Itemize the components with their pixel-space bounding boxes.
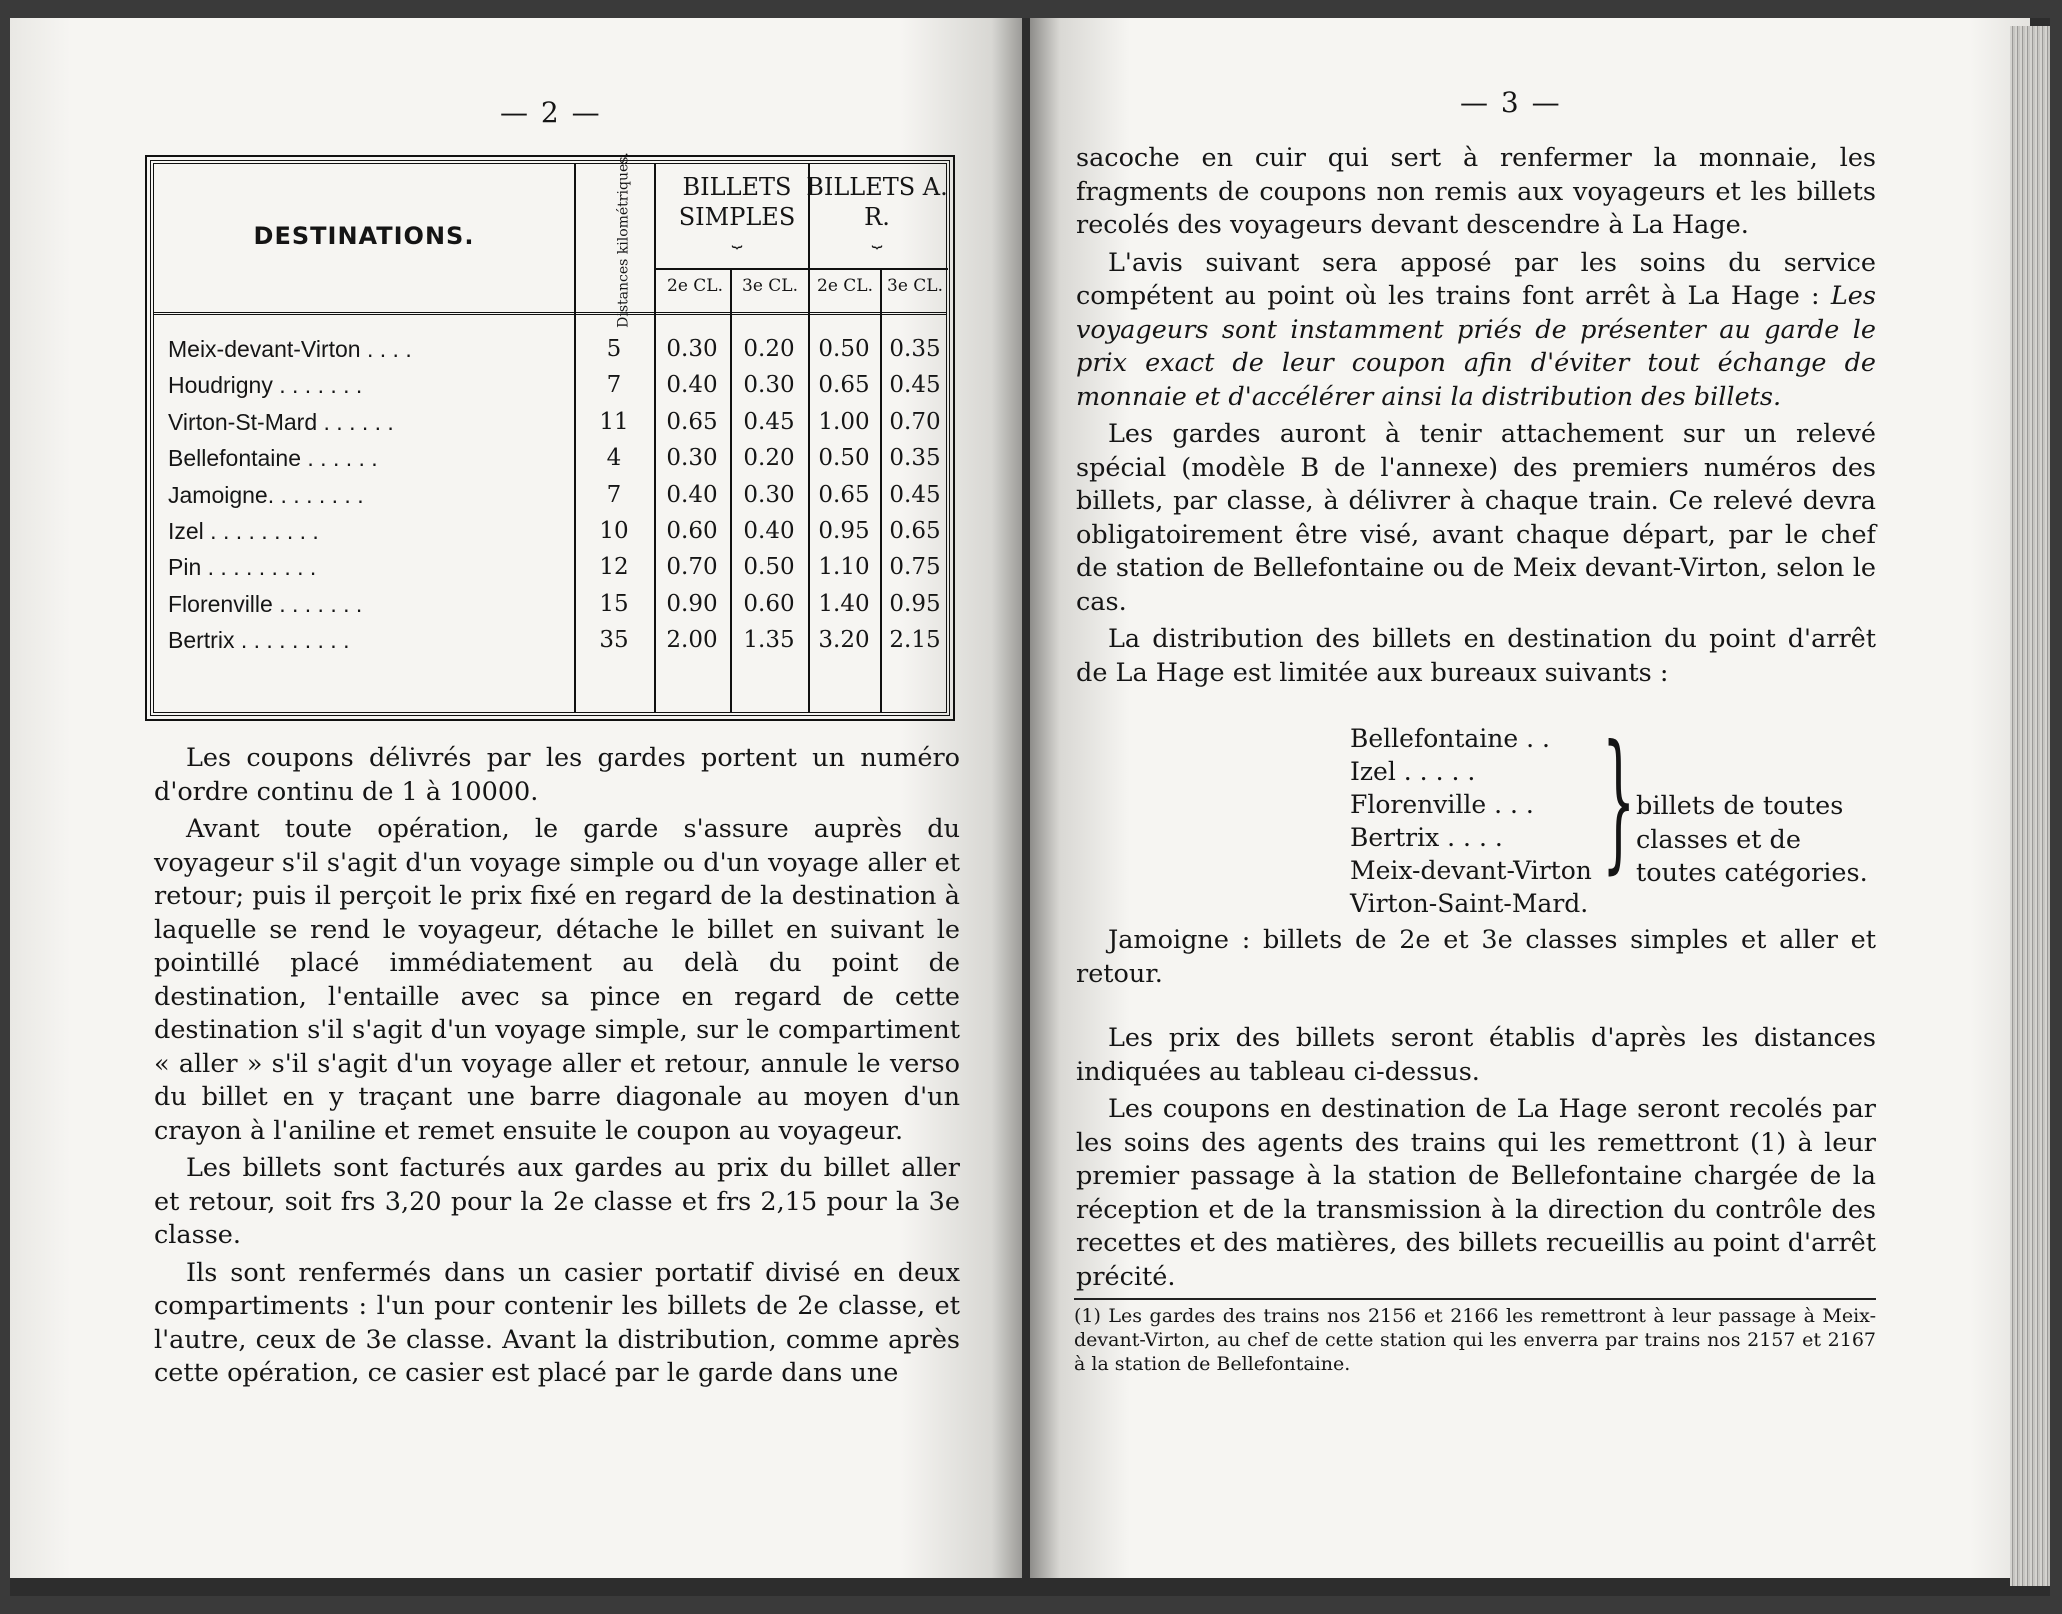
table-row	[154, 445, 946, 481]
destination-cell: Izel . . . . . . . . .	[168, 518, 319, 544]
fare-cell: 0.45	[889, 481, 941, 508]
fare-cell: 0.40	[666, 481, 718, 508]
book-spread	[10, 18, 2050, 1596]
header-simple-2cl: 2e CL.	[667, 276, 723, 296]
distance-cell: 35	[599, 627, 629, 654]
fare-cell: 0.20	[743, 336, 795, 362]
right-page	[1030, 18, 2030, 1578]
fare-cell: 0.40	[666, 372, 718, 399]
list-item: Bellefontaine . .	[1350, 724, 1550, 753]
distance-cell: 11	[599, 408, 629, 435]
paragraph: Jamoigne : billets de 2e et 3e classes simples et aller et retour.	[1076, 925, 1876, 989]
distance-cell: 12	[599, 554, 629, 581]
fare-cell: 0.60	[743, 590, 795, 617]
header-ar-2cl: 2e CL.	[817, 276, 873, 296]
footnote: (1) Les gardes des trains nos 2156 et 2166 les remettront à leur passage à Meix-devant-Virton, au chef de cette station qui les enverra par trains nos 2157 et 2167 à la station de Bellefontaine.	[1074, 1305, 1876, 1375]
fare-cell: 2.15	[889, 627, 941, 654]
table-header	[154, 152, 948, 328]
fare-cell: 0.65	[818, 481, 870, 508]
paragraph: Les gardes auront à tenir attachement sur un relevé spécial (modèle B de l'annexe) des premiers numéros des billets, par classe, à délivrer à chaque train. Ce relevé devra obligatoirement être visé, avant chaque départ, par le chef de station de Bellefontaine ou de Meix devant-Virton, selon le cas.	[1076, 419, 1876, 617]
table-row	[154, 336, 946, 372]
destination-cell: Jamoigne. . . . . . . .	[168, 481, 364, 508]
fare-cell: 0.60	[666, 518, 718, 544]
list-item: Izel . . . . .	[1350, 757, 1476, 786]
fare-cell: 0.35	[889, 445, 941, 472]
header-ar-3cl: 3e CL.	[887, 276, 943, 296]
fare-cell: 0.70	[666, 554, 718, 581]
notice-italic: Les voyageurs sont instamment priés de présenter au garde le prix exact de leur coupon afin d'éviter tout échange de monnaie et d'accélérer ainsi la distribution des billets.	[1076, 281, 1876, 412]
page-number-right: — 3 —	[1460, 86, 1562, 119]
header-subdivider	[656, 268, 948, 270]
right-body-middle	[1076, 924, 1876, 991]
right-body-top	[1076, 142, 1876, 690]
distance-cell: 10	[599, 518, 629, 544]
destination-cell: Houdrigny . . . . . . .	[168, 372, 363, 399]
distance-cell: 5	[606, 336, 622, 362]
fare-cell: 0.95	[818, 518, 870, 544]
destination-cell: Virton-St-Mard . . . . . .	[168, 408, 394, 435]
table-row	[154, 591, 946, 627]
fare-cell: 0.70	[889, 408, 941, 435]
bureaux-list	[1350, 722, 1592, 920]
fare-cell: 0.50	[743, 554, 795, 581]
bureaux-note: billets de toutes classes et de toutes catégories.	[1636, 791, 1868, 888]
list-item: Florenville . . .	[1350, 790, 1534, 819]
fare-cell: 1.40	[818, 590, 870, 617]
fare-cell: 0.30	[666, 445, 718, 472]
header-distances: Distances kilométriques.	[615, 152, 632, 328]
paragraph: sacoche en cuir qui sert à renfermer la monnaie, les fragments de coupons non remis aux voyageurs et les billets recolés des voyageurs devant descendre à La Hage.	[1076, 143, 1876, 240]
distance-cell: 15	[599, 590, 629, 617]
header-destinations: DESTINATIONS.	[253, 222, 475, 250]
page-edges	[2010, 26, 2050, 1586]
brace-icon: }	[1602, 714, 1636, 888]
header-simple-3cl: 3e CL.	[742, 276, 798, 296]
fare-cell: 3.20	[818, 627, 870, 654]
fare-cell: 0.50	[818, 445, 870, 472]
destination-cell: Bertrix . . . . . . . . .	[168, 627, 350, 654]
fare-cell: 1.00	[818, 408, 870, 435]
footnote-rule	[1074, 1298, 1876, 1300]
paragraph: La distribution des billets en destination du point d'arrêt de La Hage est limitée aux bureaux suivants :	[1076, 624, 1876, 688]
paragraph: Avant toute opération, le garde s'assure auprès du voyageur s'il s'agit d'un voyage simple ou d'un voyage aller et retour; puis il perçoit le prix fixé en regard de la destination à laquelle se rend le voyageur, détache le billet en suivant le pointillé placé immédiatement au delà du point de destination, l'entaille avec sa pince en regard de cette destination s'il s'agit d'un voyage simple, sur le compartiment « aller » s'il s'agit d'un voyage aller et retour, annule le verso du billet en y traçant une barre diagonale au moyen d'un crayon à l'aniline et remet ensuite le coupon au voyageur.	[154, 814, 960, 1146]
paragraph: Les coupons en destination de La Hage seront recolés par les soins des agents des trains qui les remettront (1) à leur premier passage à la station de Bellefontaine chargée de la réception et de la transmission à la direction du contrôle des recettes et des matières, des billets recueillis au point d'arrêt précité.	[1076, 1094, 1876, 1292]
left-page	[10, 18, 1022, 1578]
fare-cell: 0.20	[743, 445, 795, 472]
fare-cell: 0.65	[818, 372, 870, 399]
fare-cell: 0.65	[666, 408, 718, 435]
table-row	[154, 627, 946, 663]
fare-cell: 1.10	[818, 554, 870, 581]
fare-cell: 0.40	[743, 518, 795, 544]
paragraph: Les coupons délivrés par les gardes portent un numéro d'ordre continu de 1 à 10000.	[154, 743, 960, 807]
fare-cell: 0.65	[889, 518, 941, 544]
paragraph-notice: L'avis suivant sera apposé par les soins du service compétent au point où les trains font arrêt à La Hage : Les voyageurs sont instamment priés de présenter au garde le prix exact de leur coupon afin d'éviter tout échange de monnaie et d'accélérer ainsi la distribution des billets.	[1076, 247, 1876, 412]
table-row	[154, 372, 946, 408]
header-billets-simples: BILLETS SIMPLES ⏟	[678, 173, 796, 249]
fare-cell: 0.30	[743, 372, 795, 399]
fare-cell: 2.00	[666, 627, 718, 654]
fare-table	[150, 152, 950, 716]
fare-cell: 0.50	[818, 336, 870, 362]
destination-cell: Bellefontaine . . . . . .	[168, 445, 378, 472]
header-billets-ar: BILLETS A. R. ⏟	[806, 173, 948, 249]
table-row	[154, 554, 946, 590]
destination-cell: Meix-devant-Virton . . . .	[168, 336, 412, 362]
fare-cell: 0.45	[743, 408, 795, 435]
list-item: Bertrix . . . .	[1350, 823, 1503, 852]
list-item: Meix-devant-Virton	[1350, 856, 1592, 885]
table-row	[154, 482, 946, 518]
fare-cell: 0.75	[889, 554, 941, 581]
fare-cell: 0.30	[666, 336, 718, 362]
paragraph: Les prix des billets seront établis d'après les distances indiquées au tableau ci-dessus.	[1076, 1023, 1876, 1087]
distance-cell: 7	[606, 481, 622, 508]
fare-cell: 1.35	[743, 627, 795, 654]
distance-cell: 7	[606, 372, 622, 399]
destination-cell: Pin . . . . . . . . .	[168, 554, 317, 581]
left-body-text	[154, 742, 960, 1391]
right-body-bottom	[1076, 1022, 1876, 1294]
paragraph: Les billets sont facturés aux gardes au prix du billet aller et retour, soit frs 3,20 pour la 2e classe et frs 2,15 pour la 3e classe.	[154, 1153, 960, 1250]
fare-cell: 0.30	[743, 481, 795, 508]
table-row	[154, 409, 946, 445]
fare-cell: 0.35	[889, 336, 941, 362]
fare-cell: 0.95	[889, 590, 941, 617]
page-number-left: — 2 —	[500, 96, 602, 129]
list-item: Virton-Saint-Mard.	[1350, 889, 1589, 918]
paragraph: Ils sont renfermés dans un casier portatif divisé en deux compartiments : l'un pour contenir les billets de 2e classe, et l'autre, ceux de 3e classe. Avant la distribution, comme après cette opération, ce casier est placé par le garde dans une	[154, 1257, 960, 1388]
table-row	[154, 518, 946, 554]
fare-cell: 0.45	[889, 372, 941, 399]
destination-cell: Florenville . . . . . . .	[168, 590, 363, 617]
distance-cell: 4	[606, 445, 622, 472]
fare-cell: 0.90	[666, 590, 718, 617]
